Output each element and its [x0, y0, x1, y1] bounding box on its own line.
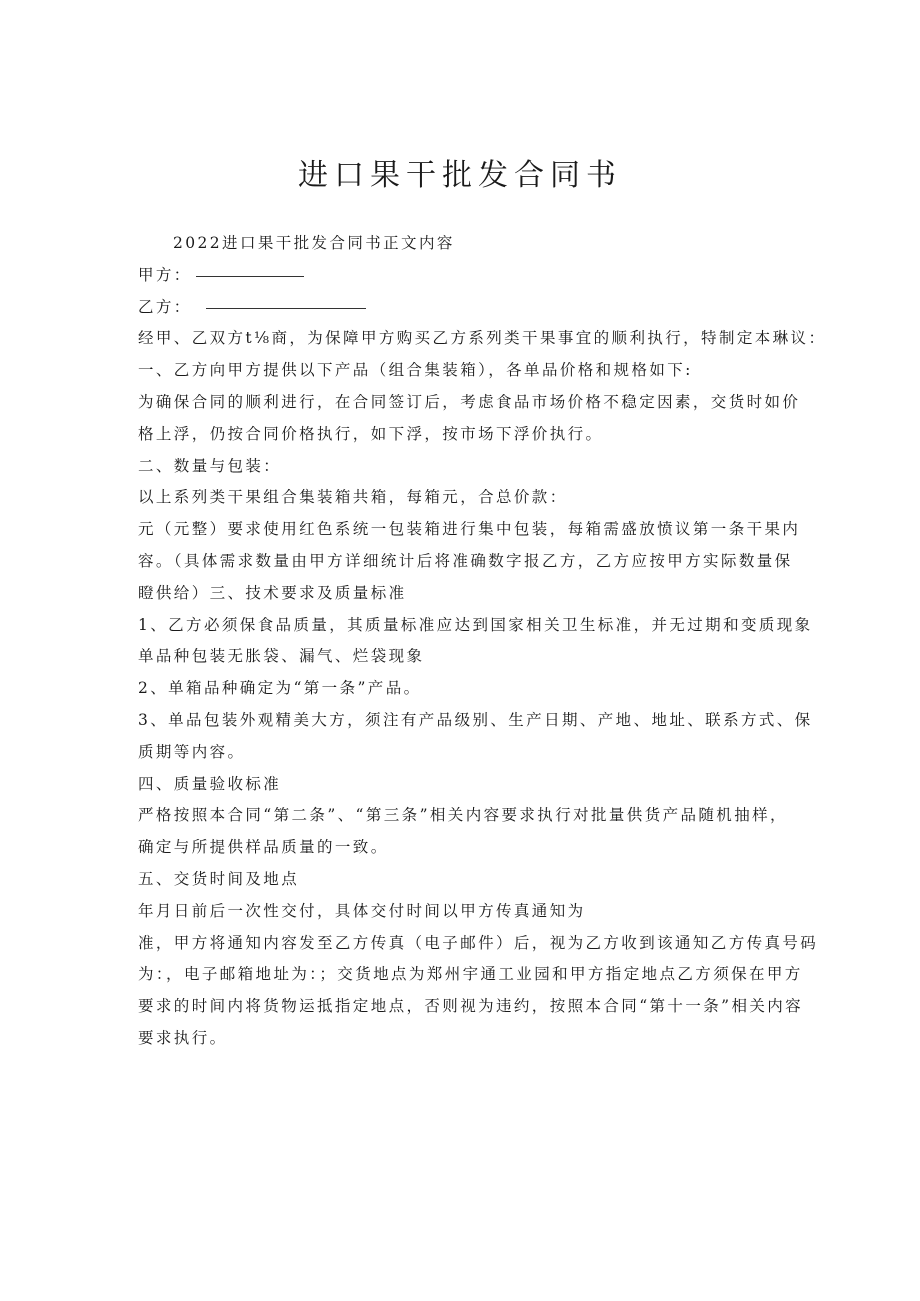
text-line: 要求的时间内将货物运抵指定地点，否则视为违约，按照本合同“第十一条”相关内容 [138, 997, 804, 1016]
text-line: 要求执行。 [138, 1028, 228, 1047]
text-line: 准，甲方将通知内容发至乙方传真（电子邮件）后，视为乙方收到该通知乙方传真号码 [138, 933, 819, 952]
text-line: 容。（具体需求数量由甲方详细统计后将准确数字报乙方，乙方应按甲方实际数量保 [138, 551, 793, 570]
text-line: 为：，电子邮箱地址为：；交货地点为郑州宇通工业园和甲方指定地点乙方须保在甲方 [138, 965, 803, 984]
text-line: 确定与所提供样品质量的一致。 [138, 838, 389, 857]
party-b-line [138, 292, 798, 324]
party-b-label: 乙方： [138, 297, 192, 316]
text-line: 四、质量验收标准 [138, 774, 282, 793]
party-a-line [138, 260, 798, 292]
party-a-label: 甲方： [138, 265, 192, 284]
text-line: 以上系列类干果组合集装箱共箱，每箱元，合总价款： [138, 488, 568, 507]
text-line: 年月日前后一次性交付，具体交付时间以甲方传真通知为 [138, 901, 586, 920]
text-line: 单品种包装无胀袋、漏气、烂袋现象 [138, 647, 425, 666]
party-a-blank [196, 275, 304, 277]
document-body [138, 228, 827, 1055]
party-b-blank [206, 307, 366, 309]
text-line: 严格按照本合同“第二条”、“第三条”相关内容要求执行对批量供货产品随机抽样， [138, 806, 788, 825]
text-line: 一、乙方向甲方提供以下产品（组合集装箱），各单品价格和规格如下: [138, 361, 693, 380]
text-line: 为确保合同的顺利进行，在合同签订后，考虑食品市场价格不稳定因素，交货时如价 [138, 392, 801, 411]
text-line: 经甲、乙双方t⅛商，为保障甲方购买乙方系列类干果事宜的顺利执行，特制定本琳议： [138, 329, 827, 348]
text-line: 瞪供给）三、技术要求及质量标准 [138, 583, 407, 602]
text-line: 3、单品包装外观精美大方，须注有产品级别、生产日期、产地、地址、联系方式、保 [138, 710, 813, 729]
text-line: 格上浮，仍按合同价格执行，如下浮，按市场下浮价执行。 [138, 424, 604, 443]
text-line: 1、乙方必须保食品质量，其质量标准应达到国家相关卫生标准，并无过期和变质现象 [138, 615, 813, 634]
text-line: 2、单箱品种确定为“第一条”产品。 [138, 679, 422, 698]
text-line: 五、交货时间及地点 [138, 869, 300, 888]
text-line: 二、数量与包装： [138, 456, 282, 475]
document-title: 进口果干批发合同书 [298, 158, 622, 193]
text-line: 元（元整）要求使用红色系统一包装箱进行集中包装，每箱需盛放愤议第一条干果内 [138, 520, 801, 539]
text-line: 质期等内容。 [138, 742, 246, 761]
document-subtitle: 2022进口果干批发合同书正文内容 [173, 234, 455, 252]
